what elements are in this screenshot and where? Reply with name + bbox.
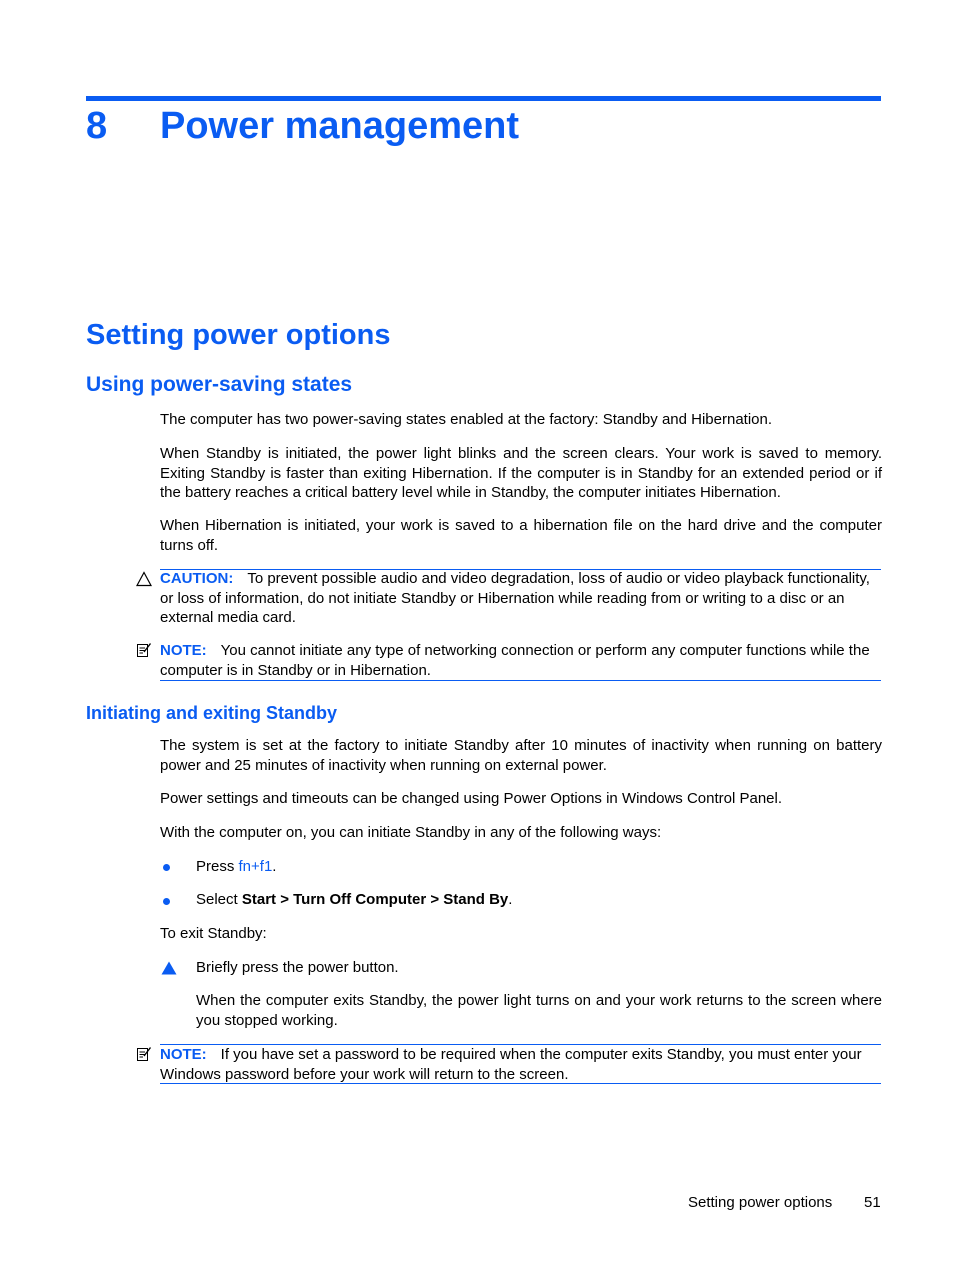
note-callout-standby <box>160 641 881 680</box>
chapter-rule <box>86 96 881 101</box>
list-item-select-stand-by <box>196 890 512 910</box>
caution-label: CAUTION: <box>160 570 234 587</box>
chapter-title: Power management <box>160 105 519 147</box>
note-callout-password <box>160 1045 881 1084</box>
list-item-prefix: Press <box>196 858 239 875</box>
note-pencil-icon <box>136 1046 152 1062</box>
caution-callout <box>160 569 881 628</box>
filled-triangle-icon <box>161 961 177 975</box>
paragraph-standby-timeouts: The system is set at the factory to initiate Standby after 10 minutes of inactivity when running on battery power and 25 minutes of inactivity when running on external power. <box>160 737 882 774</box>
list-item-prefix: Select <box>196 891 242 908</box>
paragraph-power-settings: Power settings and timeouts can be changed using Power Options in Windows Control Panel. <box>160 790 783 807</box>
list-item-press-fn-f1 <box>196 857 276 877</box>
paragraph-exit-standby: To exit Standby: <box>160 925 267 942</box>
note-label: NOTE: <box>160 642 207 659</box>
paragraph-initiate-standby: With the computer on, you can initiate Standby in any of the following ways: <box>160 824 662 841</box>
note-pencil-icon <box>136 642 152 658</box>
bullet-dot-icon <box>163 898 170 905</box>
note-label: NOTE: <box>160 1046 207 1063</box>
bullet-dot-icon <box>163 864 170 871</box>
footer-section-title: Setting power options <box>688 1194 833 1211</box>
paragraph-standby-description: When Standby is initiated, the power light blinks and the screen clears. Your work is saved to memory. Exiting Standby is faster than exiting Hibernation. If the computer is in Standby for an extended period or if the battery reaches a critical battery level while in Standby, the computer initiates Hibernation. <box>160 445 882 501</box>
menu-path: Start > Turn Off Computer > Stand By <box>241 891 509 908</box>
subsection-heading-power-saving: Using power-saving states <box>86 373 353 396</box>
chapter-number: 8 <box>86 105 108 147</box>
note-bottom-rule <box>160 680 881 681</box>
note-text: You cannot initiate any type of networking connection or perform any computer functions while the computer is in Standby or in Hibernation. <box>160 642 870 679</box>
list-item-suffix: . <box>272 858 277 875</box>
paragraph-power-saving-states: The computer has two power-saving states enabled at the factory: Standby and Hibernation. <box>160 411 773 428</box>
list-item-suffix: . <box>508 891 513 908</box>
step-result: When the computer exits Standby, the power light turns on and your work returns to the screen where you stopped working. <box>196 992 882 1029</box>
step-press-power-button: Briefly press the power button. <box>196 959 399 976</box>
section-heading: Setting power options <box>86 319 391 351</box>
note-text: If you have set a password to be required when the computer exits Standby, you must enter your Windows password before your work will return to the screen. <box>160 1046 862 1083</box>
paragraph-hibernation-description: When Hibernation is initiated, your work is saved to a hibernation file on the hard drive and the computer turns off. <box>160 517 882 554</box>
subsection-heading-standby: Initiating and exiting Standby <box>86 703 338 723</box>
page-number: 51 <box>864 1194 881 1211</box>
note2-bottom-rule <box>160 1083 881 1084</box>
warning-triangle-icon <box>136 571 152 587</box>
caution-text: To prevent possible audio and video degradation, loss of audio or video playback functionality, or loss of information, do not initiate Standby or Hibernation while reading from or writing to a disc or an external media card. <box>160 570 870 626</box>
fn-f1-link[interactable]: fn+f1 <box>238 858 273 875</box>
